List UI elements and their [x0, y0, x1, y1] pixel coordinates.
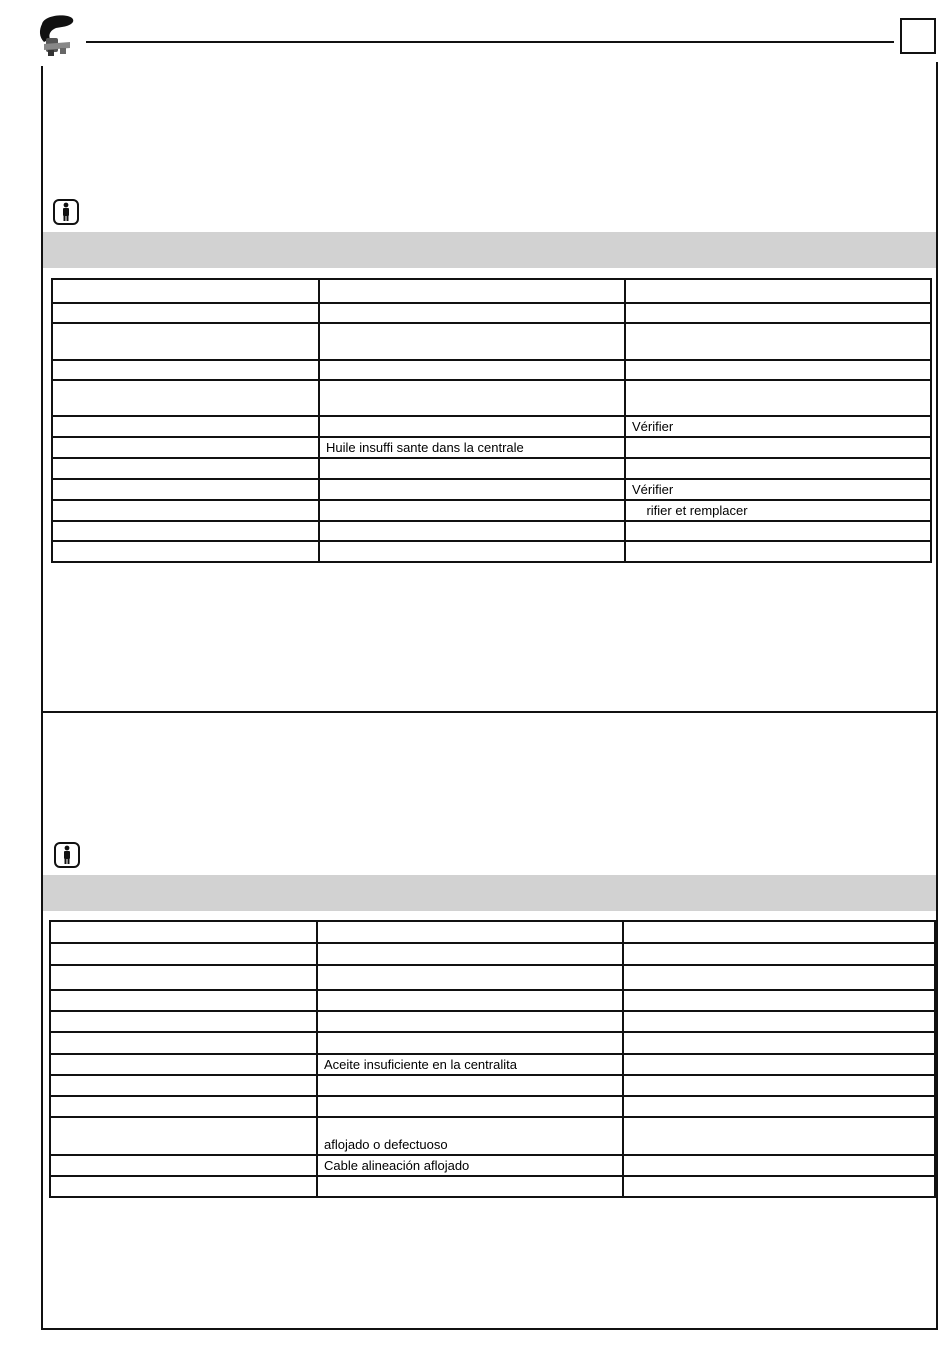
table-cell [623, 1075, 935, 1096]
table-cell [52, 380, 319, 416]
table-cell [317, 1011, 623, 1032]
table-row [50, 965, 935, 990]
table-cell [625, 360, 931, 380]
table-row [52, 479, 931, 500]
table-cell [317, 965, 623, 990]
table-cell [50, 1032, 317, 1054]
table-cell: Aceite insuficiente en la centralita [317, 1054, 623, 1075]
table-row [52, 279, 931, 303]
table-cell [319, 303, 625, 323]
table-row [50, 990, 935, 1011]
table-cell [623, 965, 935, 990]
table-cell: Vérifier [625, 416, 931, 437]
table-row [50, 943, 935, 965]
table-row [50, 921, 935, 943]
table-cell [317, 1096, 623, 1117]
table-cell [623, 1032, 935, 1054]
table-cell [625, 458, 931, 479]
table-cell [50, 1155, 317, 1176]
table-cell [319, 479, 625, 500]
section-title-band-es [43, 875, 936, 911]
page-number-box [900, 18, 936, 54]
table-cell [319, 541, 625, 562]
table-cell [52, 500, 319, 521]
table-cell [319, 279, 625, 303]
table-row [50, 1117, 935, 1155]
table-cell [317, 990, 623, 1011]
table-cell [50, 943, 317, 965]
table-cell [319, 416, 625, 437]
table-cell [625, 541, 931, 562]
frame-bottom-border [41, 1328, 938, 1330]
table-cell [52, 521, 319, 541]
table-cell [52, 458, 319, 479]
table-cell: Cable alineación aflojado [317, 1155, 623, 1176]
table-cell [50, 1011, 317, 1032]
table-row [52, 458, 931, 479]
table-row [50, 1176, 935, 1197]
table-cell [52, 416, 319, 437]
table-cell [623, 921, 935, 943]
table-cell [623, 1117, 935, 1155]
table-row [50, 1096, 935, 1117]
table-cell: aflojado o defectuoso [317, 1117, 623, 1155]
table-row [52, 541, 931, 562]
table-row [50, 1054, 935, 1075]
table-cell [625, 323, 931, 360]
table-row [50, 1011, 935, 1032]
table-cell [623, 1054, 935, 1075]
table-cell [623, 990, 935, 1011]
table-cell [317, 921, 623, 943]
table-cell [319, 458, 625, 479]
table-cell [317, 1075, 623, 1096]
frame-right-border [936, 62, 938, 1330]
table-cell [623, 1011, 935, 1032]
table-cell: Vérifier [625, 479, 931, 500]
table-cell [50, 1075, 317, 1096]
troubleshooting-table-fr [51, 278, 932, 563]
table-cell [625, 380, 931, 416]
table-cell [623, 943, 935, 965]
table-row [50, 1075, 935, 1096]
table-row [52, 437, 931, 458]
operator-person-icon [54, 842, 80, 868]
table-row [52, 360, 931, 380]
section-divider [41, 711, 938, 713]
table-cell [52, 279, 319, 303]
table-cell [319, 521, 625, 541]
header-rule [86, 41, 894, 43]
table-cell [52, 303, 319, 323]
table-cell [623, 1096, 935, 1117]
table-row [52, 380, 931, 416]
table-row [52, 416, 931, 437]
table-cell [623, 1155, 935, 1176]
table-cell: Huile insuffi sante dans la centrale [319, 437, 625, 458]
table-row [50, 1155, 935, 1176]
table-cell [319, 323, 625, 360]
operator-person-icon [53, 199, 79, 225]
table-cell [50, 1176, 317, 1197]
table-row [50, 1032, 935, 1054]
table-cell: rifier et remplacer [625, 500, 931, 521]
table-cell [52, 479, 319, 500]
table-cell [317, 1176, 623, 1197]
table-cell [623, 1176, 935, 1197]
table-cell [52, 437, 319, 458]
table-cell [317, 943, 623, 965]
table-cell [50, 965, 317, 990]
table-row [52, 323, 931, 360]
table-cell [50, 1117, 317, 1155]
table-cell [317, 1032, 623, 1054]
table-cell [50, 1096, 317, 1117]
table-row [52, 303, 931, 323]
table-cell [319, 380, 625, 416]
table-cell [625, 521, 931, 541]
table-cell [319, 500, 625, 521]
table-cell [319, 360, 625, 380]
table-row [52, 500, 931, 521]
table-cell [625, 303, 931, 323]
table-cell [52, 541, 319, 562]
section-title-band-fr [43, 232, 936, 268]
technician-logo-icon [36, 12, 82, 58]
table-cell [50, 990, 317, 1011]
table-cell [625, 437, 931, 458]
table-cell [52, 323, 319, 360]
table-cell [52, 360, 319, 380]
table-cell [625, 279, 931, 303]
table-cell [50, 921, 317, 943]
table-cell [50, 1054, 317, 1075]
table-row [52, 521, 931, 541]
troubleshooting-table-es [49, 920, 936, 1198]
